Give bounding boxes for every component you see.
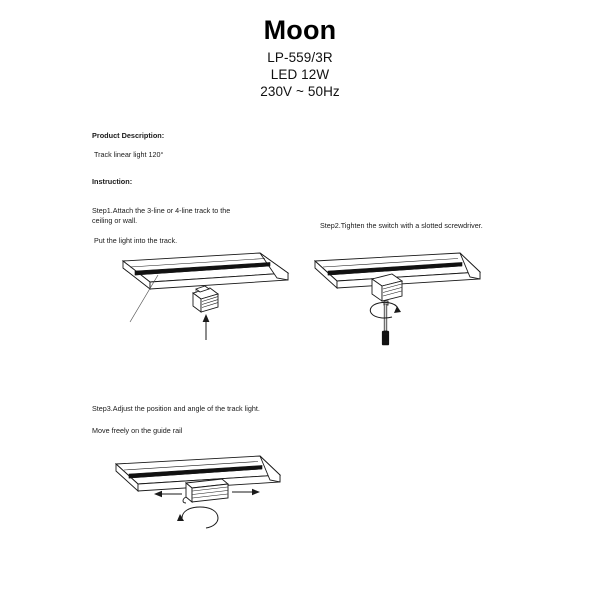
rotate-arrow-icon (177, 507, 218, 528)
product-description-heading: Product Description: (92, 131, 165, 140)
step3-diagram (110, 450, 305, 542)
product-description-value: Track linear light 120° (94, 150, 164, 159)
model-number: LP-559/3R (267, 50, 333, 65)
light-module-illustration (183, 479, 228, 503)
step3-instruction-text: Step3.Adjust the position and angle of the track light. (92, 404, 260, 413)
installed-light-module (372, 274, 402, 305)
voltage-rating: 230V ~ 50Hz (260, 84, 340, 99)
step2-diagram (310, 248, 505, 360)
step3-sub-text: Move freely on the guide rail (92, 426, 183, 435)
step1-instruction-text: Step1.Attach the 3-line or 4-line track to the ceiling or wall. (92, 206, 231, 225)
step1-diagram (110, 252, 305, 347)
instruction-heading: Instruction: (92, 177, 133, 186)
insert-up-arrow-icon (203, 314, 210, 340)
product-header (0, 14, 600, 100)
screwdriver-icon (382, 304, 389, 345)
step1-sub-text: Put the light into the track. (94, 236, 178, 245)
track-rail-illustration (123, 253, 288, 289)
power-rating: LED 12W (270, 67, 330, 82)
light-module-illustration (193, 286, 218, 312)
step2-instruction-text: Step2.Tighten the switch with a slotted screwdriver. (320, 221, 483, 230)
page-title: Moon (263, 15, 337, 45)
slide-right-arrow-icon (232, 489, 260, 495)
slide-left-arrow-icon (154, 491, 182, 497)
